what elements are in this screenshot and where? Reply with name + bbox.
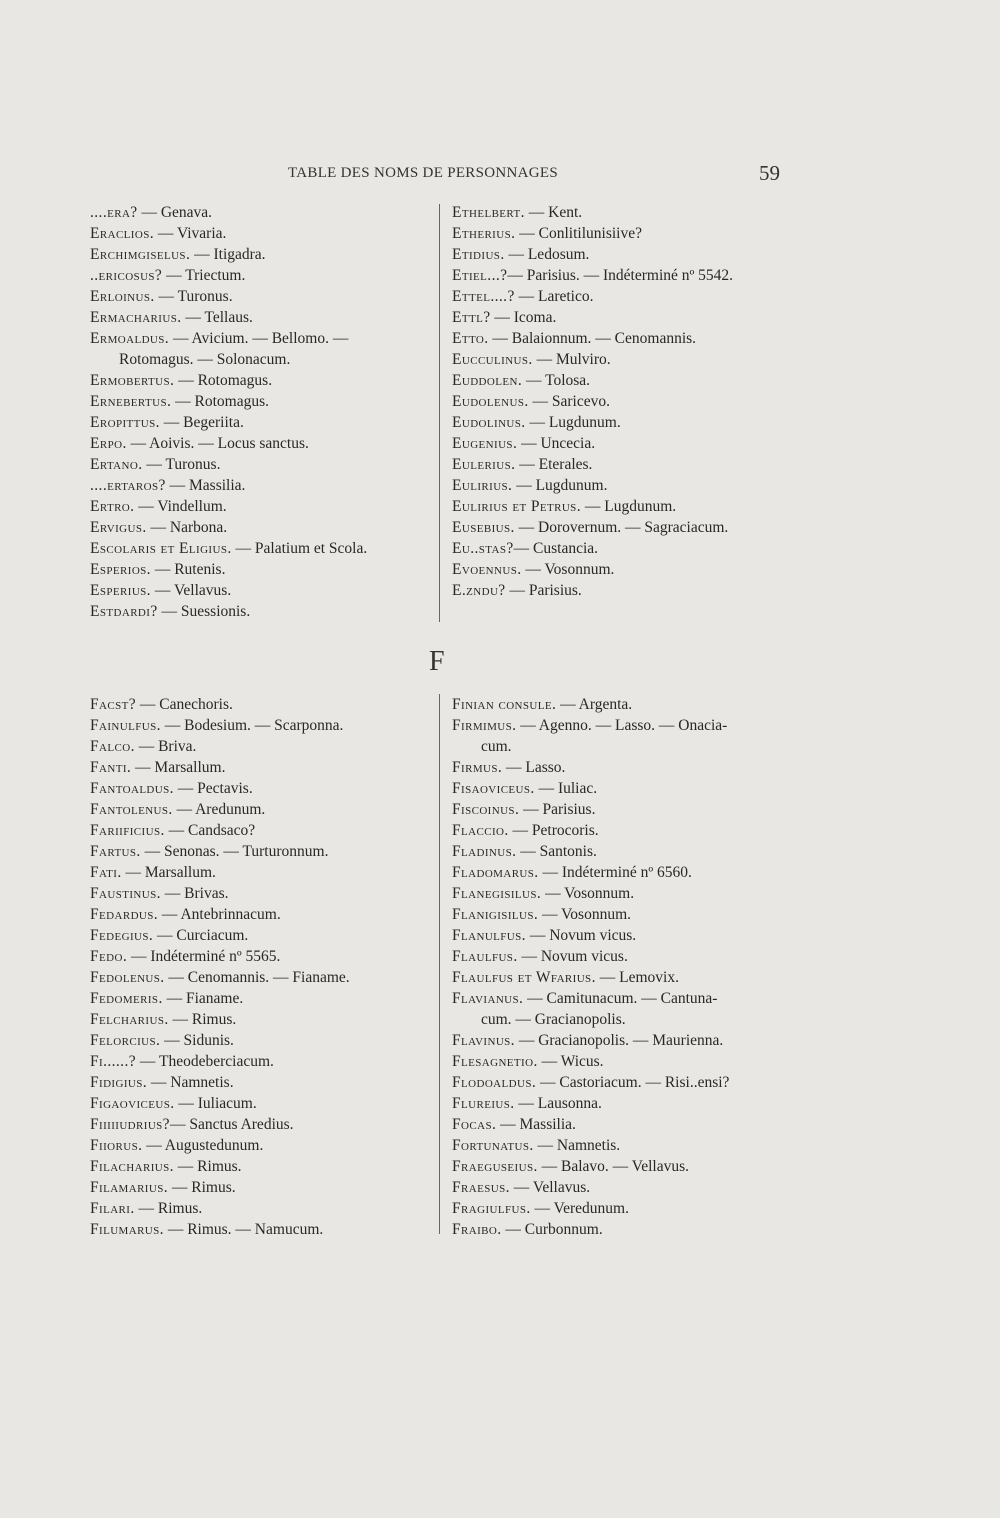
place-names: — Vellavus.	[150, 582, 232, 599]
place-names: — Suessionis.	[157, 603, 251, 620]
place-names: — Fianame.	[162, 990, 244, 1007]
person-name: Fiiorus.	[90, 1137, 143, 1154]
place-names: — Theodeberciacum.	[136, 1053, 274, 1070]
place-names: — Marsallum.	[121, 864, 216, 881]
page-header	[90, 163, 790, 189]
person-name: Eulirius.	[452, 477, 513, 494]
index-entry	[90, 496, 430, 517]
place-names: — Novum vicus.	[525, 927, 637, 944]
index-entry	[452, 538, 797, 559]
index-entry	[90, 715, 430, 736]
index-entry	[90, 799, 430, 820]
index-entry	[452, 1177, 797, 1198]
index-entry	[452, 694, 797, 715]
index-entry	[452, 715, 797, 736]
place-names: — Rimus.	[134, 1200, 203, 1217]
person-name: Flaulfus et Wfarius.	[452, 969, 596, 986]
place-names: — Veredunum.	[530, 1200, 629, 1217]
place-names: — Lausonna.	[514, 1095, 602, 1112]
place-names: — Antebrinnacum.	[158, 906, 281, 923]
person-name: Flaccio.	[452, 822, 509, 839]
place-names: — Aoivis. — Locus sanctus.	[126, 435, 309, 452]
person-name: Flanulfus.	[452, 927, 526, 944]
index-entry	[90, 925, 430, 946]
place-names: — Conlitilunisiive?	[515, 225, 642, 242]
index-entry	[452, 202, 797, 223]
place-names: — Novum vicus.	[517, 948, 628, 965]
place-names: — Aredunum.	[172, 801, 266, 818]
index-entry	[90, 778, 430, 799]
place-names: — Vindellum.	[134, 498, 227, 515]
person-name: Erpo.	[90, 435, 127, 452]
index-entry	[90, 1093, 430, 1114]
place-names: cum.	[481, 738, 512, 755]
index-entry	[452, 517, 797, 538]
column-divider	[439, 694, 440, 1234]
place-names: — Iuliac.	[534, 780, 598, 797]
index-entry	[452, 244, 797, 265]
place-names: — Vosonnum.	[538, 906, 632, 923]
index-entry	[452, 223, 797, 244]
person-name: Filumarus.	[90, 1221, 164, 1238]
place-names: — Ledosum.	[504, 246, 590, 263]
index-entry	[452, 925, 797, 946]
index-entry	[90, 1156, 430, 1177]
person-name: Evoennus.	[452, 561, 522, 578]
index-entry	[90, 1030, 430, 1051]
person-name: Eucculinus.	[452, 351, 533, 368]
section-letter: F	[429, 646, 445, 677]
index-entry	[452, 1051, 797, 1072]
person-name: Ermacharius.	[90, 309, 182, 326]
index-entry	[90, 307, 430, 328]
place-names: — Massilia.	[165, 477, 246, 494]
person-name: Fi......?	[90, 1053, 137, 1070]
place-names: — Parisius.	[505, 582, 582, 599]
person-name: Erloinus.	[90, 288, 155, 305]
person-name: Fati.	[90, 864, 122, 881]
index-entry	[90, 1135, 430, 1156]
person-name: Eu..stas?	[452, 540, 514, 557]
person-name: Fortunatus.	[452, 1137, 534, 1154]
column-divider	[439, 204, 440, 622]
index-column-e-left	[90, 202, 430, 622]
person-name: Figaoviceus.	[90, 1095, 175, 1112]
place-names: — Augustedunum.	[142, 1137, 264, 1154]
place-names: — Agenno. — Lasso. — Onacia-	[516, 717, 728, 734]
place-names: — Balaionnum. — Cenomannis.	[488, 330, 697, 347]
person-name: ....ertaros?	[90, 477, 166, 494]
place-names: — Sidunis.	[160, 1032, 234, 1049]
index-entry	[452, 1072, 797, 1093]
index-entry	[90, 862, 430, 883]
running-title: TABLE DES NOMS DE PERSONNAGES	[288, 165, 559, 181]
index-entry	[452, 454, 797, 475]
person-name: Flavinus.	[452, 1032, 515, 1049]
place-names: — Castoriacum. — Risi..ensi?	[536, 1074, 730, 1091]
index-entry	[90, 1009, 430, 1030]
person-name: Fidigius.	[90, 1074, 148, 1091]
person-name: Escolaris et Eligius.	[90, 540, 232, 557]
place-names: — Briva.	[134, 738, 197, 755]
place-names: — Santonis.	[516, 843, 597, 860]
person-name: Fanti.	[90, 759, 132, 776]
place-names: — Marsallum.	[131, 759, 226, 776]
place-names: — Tellaus.	[181, 309, 253, 326]
place-names: — Rimus.	[168, 1011, 237, 1028]
person-name: Fraesus.	[452, 1179, 510, 1196]
page-number: 59	[759, 161, 780, 185]
index-entry	[452, 967, 797, 988]
person-name: Estdardi?	[90, 603, 158, 620]
person-name: Eraclios.	[90, 225, 155, 242]
index-entry	[90, 904, 430, 925]
index-entry	[452, 559, 797, 580]
person-name: Ermoaldus.	[90, 330, 170, 347]
index-entry	[90, 559, 430, 580]
place-names: — Indéterminé nº 6560.	[538, 864, 692, 881]
index-entry	[452, 883, 797, 904]
place-names: — Namnetis.	[533, 1137, 621, 1154]
place-names: — Rimus.	[168, 1179, 236, 1196]
person-name: Firmus.	[452, 759, 503, 776]
index-entry	[90, 1072, 430, 1093]
person-name: ..ericosus?	[90, 267, 163, 284]
person-name: Felorcius.	[90, 1032, 161, 1049]
person-name: Flaulfus.	[452, 948, 518, 965]
person-name: Flureius.	[452, 1095, 515, 1112]
place-names: — Gracianopolis. — Maurienna.	[514, 1032, 724, 1049]
person-name: Fladomarus.	[452, 864, 539, 881]
index-entry-continuation	[452, 1009, 797, 1030]
index-entry	[452, 475, 797, 496]
index-entry	[452, 265, 797, 286]
person-name: E.zndu?	[452, 582, 506, 599]
place-names: — Vellavus.	[509, 1179, 591, 1196]
index-entry	[90, 883, 430, 904]
person-name: Faustinus.	[90, 885, 161, 902]
place-names: — Curbonnum.	[501, 1221, 603, 1238]
index-entry	[452, 496, 797, 517]
place-names: — Cenomannis. — Fianame.	[164, 969, 350, 986]
place-names: — Laretico.	[514, 288, 594, 305]
place-names: — Candsaco?	[164, 822, 256, 839]
person-name: Eulirius et Petrus.	[452, 498, 581, 515]
person-name: Flavianus.	[452, 990, 524, 1007]
place-names: — Saricevo.	[528, 393, 610, 410]
index-entry	[90, 391, 430, 412]
index-entry-continuation	[452, 736, 797, 757]
person-name: Fariificius.	[90, 822, 165, 839]
index-entry	[452, 328, 797, 349]
person-name: Fainulfus.	[90, 717, 161, 734]
index-entry	[90, 517, 430, 538]
place-names: — Rotomagus.	[174, 372, 273, 389]
index-entry	[90, 757, 430, 778]
person-name: Filacharius.	[90, 1158, 174, 1175]
person-name: Fedomeris.	[90, 990, 163, 1007]
person-name: Etiel...?	[452, 267, 508, 284]
index-column-f-left	[90, 694, 430, 1240]
person-name: Etto.	[452, 330, 489, 347]
person-name: Fedegius.	[90, 927, 154, 944]
place-names: — Rutenis.	[150, 561, 226, 578]
index-entry	[452, 820, 797, 841]
person-name: Fraibo.	[452, 1221, 502, 1238]
place-names: — Indéterminé nº 5565.	[127, 948, 281, 965]
index-entry	[90, 370, 430, 391]
person-name: Eudolenus.	[452, 393, 529, 410]
place-names: — Pectavis.	[173, 780, 253, 797]
place-names: — Kent.	[524, 204, 583, 221]
person-name: Euddolen.	[452, 372, 523, 389]
place-names: — Canechoris.	[136, 696, 233, 713]
index-entry	[90, 601, 430, 622]
index-entry	[452, 1198, 797, 1219]
person-name: Ettel....?	[452, 288, 515, 305]
person-name: Felcharius.	[90, 1011, 169, 1028]
place-names: — Parisius.	[519, 801, 596, 818]
index-entry	[452, 1093, 797, 1114]
place-names: — Eterales.	[515, 456, 593, 473]
place-names: — Turonus.	[142, 456, 221, 473]
person-name: Ethelbert.	[452, 204, 525, 221]
index-entry	[452, 412, 797, 433]
person-name: Eugenius.	[452, 435, 518, 452]
place-names: — Narbona.	[146, 519, 228, 536]
person-name: Flodoaldus.	[452, 1074, 537, 1091]
place-names: — Balavo. — Vellavus.	[537, 1158, 690, 1175]
place-names: — Bodesium. — Scarponna.	[160, 717, 344, 734]
person-name: Eudolinus.	[452, 414, 526, 431]
person-name: Etherius.	[452, 225, 516, 242]
place-names: — Uncecia.	[517, 435, 596, 452]
index-entry	[90, 433, 430, 454]
person-name: Fragiulfus.	[452, 1200, 531, 1217]
place-names: — Vosonnum.	[541, 885, 635, 902]
place-names: — Massilia.	[496, 1116, 576, 1133]
place-names: — Parisius. — Indéterminé nº 5542.	[507, 267, 734, 284]
person-name: Fantoaldus.	[90, 780, 174, 797]
index-entry	[90, 265, 430, 286]
person-name: Eulerius.	[452, 456, 516, 473]
place-names: — Lasso.	[502, 759, 566, 776]
place-names: — Avicium. — Bellomo. —	[169, 330, 349, 347]
person-name: Erchimgiselus.	[90, 246, 191, 263]
index-entry	[90, 286, 430, 307]
place-names: — Itigadra.	[190, 246, 266, 263]
index-entry	[452, 946, 797, 967]
index-entry	[90, 1114, 430, 1135]
person-name: Filari.	[90, 1200, 135, 1217]
place-names: — Rotomagus.	[171, 393, 270, 410]
person-name: Ernebertus.	[90, 393, 172, 410]
index-entry	[90, 1198, 430, 1219]
person-name: Ertro.	[90, 498, 135, 515]
place-names: — Rimus.	[173, 1158, 242, 1175]
index-entry	[452, 1156, 797, 1177]
index-entry	[90, 412, 430, 433]
place-names: — Triectum.	[162, 267, 246, 284]
person-name: Facst?	[90, 696, 137, 713]
person-name: ....era?	[90, 204, 138, 221]
index-entry	[452, 580, 797, 601]
index-entry	[452, 370, 797, 391]
place-names: — Icoma.	[490, 309, 557, 326]
person-name: Firmimus.	[452, 717, 517, 734]
person-name: Esperios.	[90, 561, 151, 578]
place-names: — Genava.	[137, 204, 213, 221]
index-entry	[452, 862, 797, 883]
index-entry	[90, 328, 430, 349]
index-entry	[90, 538, 430, 559]
place-names: — Rimus. — Namucum.	[163, 1221, 324, 1238]
index-entry	[452, 778, 797, 799]
place-names: — Argenta.	[556, 696, 633, 713]
index-entry	[90, 988, 430, 1009]
person-name: Esperius.	[90, 582, 151, 599]
index-entry	[90, 1051, 430, 1072]
index-entry	[90, 967, 430, 988]
index-entry	[452, 757, 797, 778]
index-entry	[452, 286, 797, 307]
person-name: Fiiiiiudrius?	[90, 1116, 170, 1133]
place-names: — Custancia.	[513, 540, 599, 557]
person-name: Fantolenus.	[90, 801, 173, 818]
place-names: — Turonus.	[154, 288, 233, 305]
person-name: Falco.	[90, 738, 135, 755]
index-entry	[90, 820, 430, 841]
person-name: Eropittus.	[90, 414, 160, 431]
person-name: Flanegisilus.	[452, 885, 542, 902]
place-names: — Brivas.	[160, 885, 229, 902]
person-name: Ertano.	[90, 456, 143, 473]
index-entry	[452, 1030, 797, 1051]
index-column-e-right	[452, 202, 797, 601]
index-entry	[452, 349, 797, 370]
place-names: — Palatium et Scola.	[231, 540, 368, 557]
person-name: Flanigisilus.	[452, 906, 539, 923]
person-name: Finian consule.	[452, 696, 557, 713]
person-name: Filamarius.	[90, 1179, 169, 1196]
index-entry	[90, 202, 430, 223]
place-names: — Lugdunum.	[580, 498, 677, 515]
index-entry	[90, 580, 430, 601]
index-entry	[452, 1114, 797, 1135]
index-entry	[90, 841, 430, 862]
place-names: Rotomagus. — Solonacum.	[119, 351, 291, 368]
index-entry	[452, 391, 797, 412]
place-names: — Wicus.	[537, 1053, 604, 1070]
place-names: — Petrocoris.	[508, 822, 599, 839]
person-name: Eusebius.	[452, 519, 515, 536]
index-entry	[90, 694, 430, 715]
index-entry-continuation	[90, 349, 430, 370]
person-name: Ermobertus.	[90, 372, 175, 389]
place-names: — Dorovernum. — Sagraciacum.	[514, 519, 729, 536]
index-entry	[90, 1219, 430, 1240]
index-entry	[452, 1135, 797, 1156]
person-name: Etidius.	[452, 246, 505, 263]
index-entry	[90, 736, 430, 757]
place-names: — Senonas. — Turturonnum.	[140, 843, 329, 860]
place-names: — Lugdunum.	[525, 414, 621, 431]
place-names: — Begeriita.	[159, 414, 244, 431]
place-names: — Namnetis.	[147, 1074, 234, 1091]
place-names: — Curciacum.	[153, 927, 249, 944]
index-entry	[452, 1219, 797, 1240]
place-names: — Mulviro.	[532, 351, 611, 368]
person-name: Fartus.	[90, 843, 141, 860]
person-name: Focas.	[452, 1116, 497, 1133]
person-name: Fisaoviceus.	[452, 780, 535, 797]
index-entry	[452, 904, 797, 925]
person-name: Ettl?	[452, 309, 491, 326]
person-name: Ervigus.	[90, 519, 147, 536]
person-name: Fedo.	[90, 948, 128, 965]
person-name: Fedolenus.	[90, 969, 165, 986]
index-entry	[452, 433, 797, 454]
place-names: — Lemovix.	[595, 969, 679, 986]
place-names: — Vivaria.	[154, 225, 227, 242]
index-entry	[452, 841, 797, 862]
person-name: Fiscoinus.	[452, 801, 520, 818]
person-name: Fraeguseius.	[452, 1158, 538, 1175]
place-names: — Lugdunum.	[512, 477, 608, 494]
index-entry	[90, 223, 430, 244]
index-entry	[452, 307, 797, 328]
person-name: Fedardus.	[90, 906, 159, 923]
place-names: — Camitunacum. — Cantuna-	[523, 990, 718, 1007]
place-names: cum. — Gracianopolis.	[481, 1011, 626, 1028]
index-entry	[90, 244, 430, 265]
place-names: — Iuliacum.	[174, 1095, 257, 1112]
index-entry	[452, 799, 797, 820]
place-names: — Sanctus Aredius.	[169, 1116, 294, 1133]
index-entry	[90, 946, 430, 967]
index-entry	[90, 475, 430, 496]
place-names: — Vosonnum.	[521, 561, 615, 578]
index-entry	[90, 1177, 430, 1198]
person-name: Flesagnetio.	[452, 1053, 538, 1070]
index-entry	[452, 988, 797, 1009]
place-names: — Tolosa.	[522, 372, 591, 389]
index-column-f-right	[452, 694, 797, 1240]
person-name: Fladinus.	[452, 843, 517, 860]
index-entry	[90, 454, 430, 475]
